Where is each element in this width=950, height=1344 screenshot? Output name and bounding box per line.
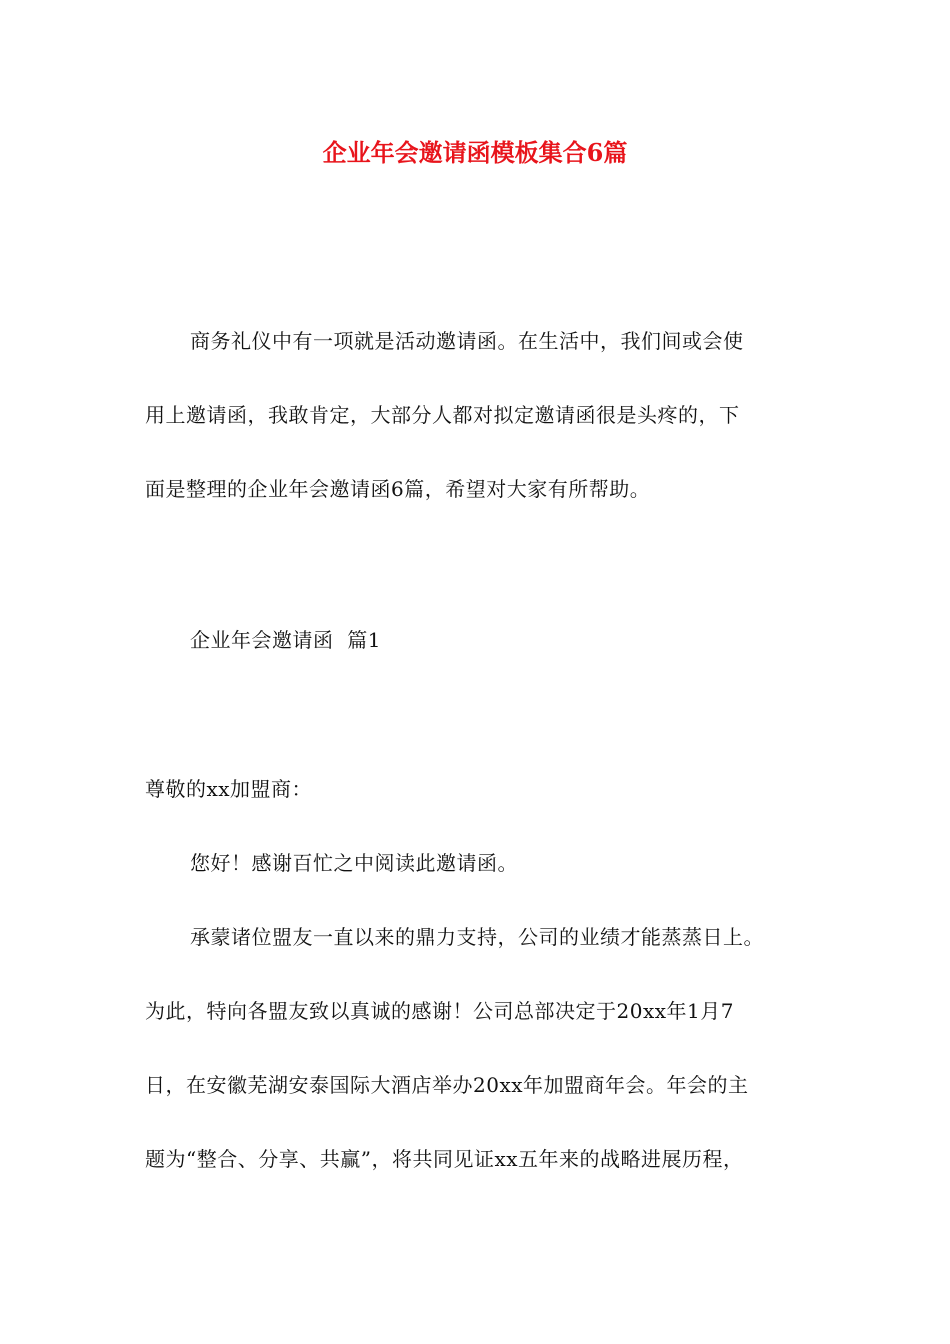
body-paragraph xyxy=(145,900,825,1196)
greeting-line: 您好！感谢百忙之中阅读此邀请函。 xyxy=(190,851,518,875)
document-title: 企业年会邀请函模板集合6篇 xyxy=(322,138,628,167)
intro-line: 面是整理的企业年会邀请函6篇，希望对大家有所帮助。 xyxy=(145,477,651,501)
body-line: 承蒙诸位盟友一直以来的鼎力支持，公司的业绩才能蒸蒸日上。 xyxy=(190,925,764,949)
body-line: 题为“整合、分享、共赢”，将共同见证xx五年来的战略进展历程， xyxy=(145,1147,744,1171)
salutation: 尊敬的xx加盟商： xyxy=(145,777,313,801)
body-line: 日，在安徽芜湖安泰国际大酒店举办20xx年加盟商年会。年会的主 xyxy=(145,1073,749,1097)
body-line: 为此，特向各盟友致以真诚的感谢！公司总部决定于20xx年1月7 xyxy=(145,999,734,1023)
intro-line: 用上邀请函，我敢肯定，大部分人都对拟定邀请函很是头疼的，下 xyxy=(145,403,740,427)
intro-line: 商务礼仪中有一项就是活动邀请函。在生活中，我们间或会使 xyxy=(190,329,744,353)
section-heading: 企业年会邀请函 篇1 xyxy=(190,628,381,652)
intro-paragraph xyxy=(145,304,825,526)
